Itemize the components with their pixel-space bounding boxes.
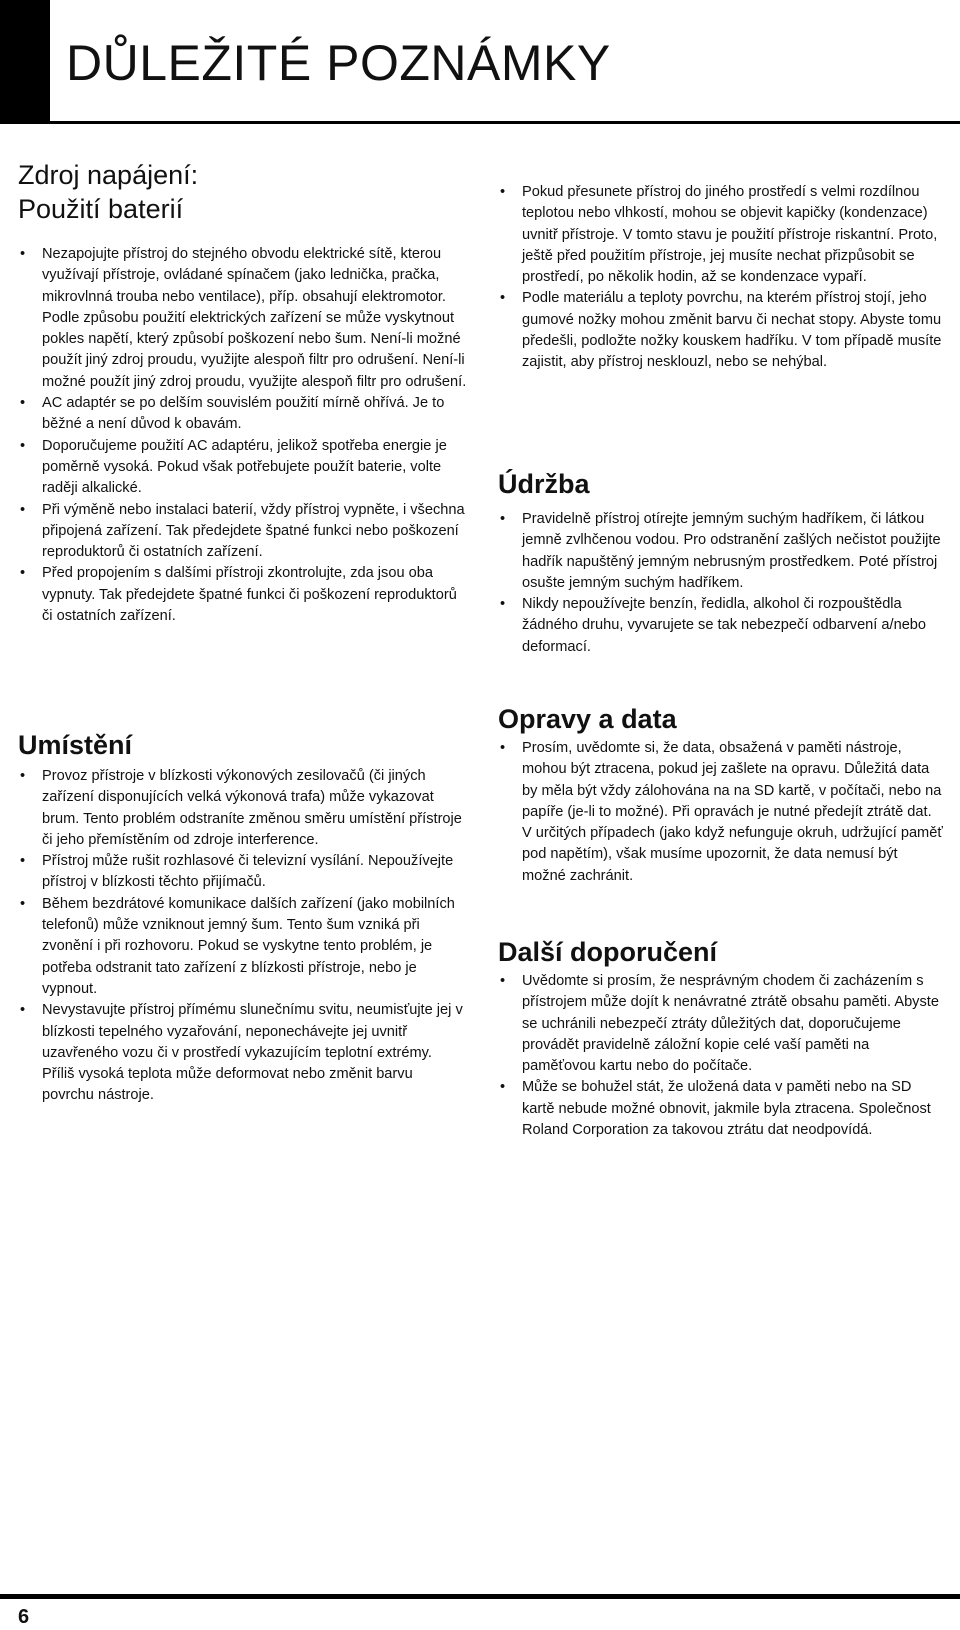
- bullet-icon: •: [500, 596, 506, 613]
- bullet-icon: •: [20, 437, 26, 454]
- bullet-icon: •: [500, 973, 506, 989]
- list-item: • Během bezdrátové komunikace dalších zařízení (jako mobilních telefonů) může vzniknout jemný šum. Tento šum vzniká při zvonění i při rozhovoru. Pokud se vyskytne tento problém, je potřeba odstranit tato zařízení z blízkosti přístroje, nebo je vypnout.: [20, 895, 455, 997]
- footer-rule: [0, 1594, 960, 1599]
- section-placement-continued: [498, 182, 943, 374]
- bullet-icon: •: [20, 853, 26, 870]
- list-item: • Pokud přesunete přístroj do jiného prostředí s velmi rozdílnou teplotou nebo vlhkostí, mohou se objevit kapičky (kondenzace) uvnitř přístroje. V tomto stavu je použití přístroje riskantní. Proto, ještě před použitím přístroje, jej musíte nechat přizpůsobit se prostředí, po několik hodin, až se kondenzace vypaří.: [500, 184, 938, 286]
- placement-cont-list: [498, 182, 943, 374]
- other-heading: Další doporučení: [498, 937, 718, 967]
- list-item: • Prosím, uvědomte si, že data, obsažená v paměti nástroje, mohou být ztracena, pokud jej zašlete na opravu. Důležitá data by měla být vždy zálohována na na SD kartě, v počítači, nebo na papíře (je-li to možné). Při opravách je nutné předejít ztrátě dat. V určitých případech (jako když nefunguje okruh, udržující paměť pod napětím), však musíme upozornit, že data nemusí být možné zachránit.: [500, 740, 943, 884]
- list-item: • AC adaptér se po delším souvislém použití mírně ohřívá. Je to běžné a není důvod k obavám.: [20, 395, 445, 433]
- list-item: • Provoz přístroje v blízkosti výkonových zesilovačů (či jiných zařízení disponujících velká výkonová trafa) může vykazovat brum. Tento problém odstraníte změnou směru umístění přístroje či jeho přemístěním od zdroje interference.: [20, 768, 462, 848]
- section-repairs: [498, 702, 943, 887]
- repairs-list: [498, 738, 943, 887]
- page-number: 6: [18, 1606, 30, 1628]
- bullet-icon: •: [20, 246, 26, 262]
- placement-list: [18, 766, 468, 1107]
- list-item: • Nevystavujte přístroj přímému slunečnímu svitu, neumisťujte jej v blízkosti tepelného vyzařování, neponechávejte jej uvnitř uzavřeného vozu či v prostředí vykazujícím teplotní extrémy. Příliš vysoká teplota může deformovat nebo změnit barvu povrchu nástroje.: [20, 1002, 463, 1104]
- other-list: [498, 971, 943, 1141]
- section-placement: [18, 728, 468, 1107]
- list-item: • Při výměně nebo instalaci baterií, vždy přístroj vypněte, i všechna připojená zařízení. Tak předejdete špatné funkci nebo poškození reproduktorů či ostatních zařízení.: [20, 501, 465, 561]
- repairs-heading: Opravy a data: [498, 704, 677, 734]
- list-item: • Doporučujeme použití AC adaptéru, jelikož spotřeba energie je poměrně vysoká. Pokud však potřebujete použít baterie, volte raději alkalické.: [20, 437, 447, 497]
- bullet-icon: •: [20, 395, 26, 412]
- bullet-icon: •: [20, 1002, 26, 1019]
- list-item: • Uvědomte si prosím, že nesprávným chodem či zacházením s přístrojem může dojít k nenávratné ztrátě obsahu paměti. Abyste se uchránili nebezpečí ztráty důležitých dat, doporučujeme provádět pravidelně záložní kopie celé vaší paměti na paměťovou kartu nebo do počítače.: [500, 973, 939, 1075]
- maintenance-list: [498, 509, 943, 658]
- list-item: • Před propojením s dalšími přístroji zkontrolujte, zda jsou oba vypnuty. Tak předejdete špatné funkci či poškození reproduktorů či ostatních zařízení.: [20, 565, 457, 625]
- section-power: [18, 158, 468, 627]
- bullet-icon: •: [500, 184, 506, 200]
- bullet-icon: •: [500, 740, 506, 756]
- power-heading-2: Použití baterií: [18, 194, 184, 224]
- list-item: • Může se bohužel stát, že uložená data v paměti nebo na SD kartě nebude možné obnovit, jakmile byla ztracena. Společnost Roland Corporation za takovou ztrátu dat neodpovídá.: [500, 1079, 931, 1139]
- bullet-icon: •: [500, 290, 506, 307]
- bullet-icon: •: [500, 511, 506, 527]
- header-black-bar: [0, 0, 50, 124]
- bullet-icon: •: [20, 768, 26, 784]
- maintenance-heading: Údržba: [498, 469, 590, 499]
- list-item: • Přístroj může rušit rozhlasové či televizní vysílání. Nepoužívejte přístroj v blízkosti těchto přijímačů.: [20, 853, 454, 891]
- section-maintenance: [498, 467, 943, 658]
- bullet-icon: •: [20, 565, 26, 582]
- power-list: [18, 244, 468, 627]
- page-title: DŮLEŽITÉ POZNÁMKY: [66, 35, 611, 91]
- bullet-icon: •: [20, 501, 26, 518]
- header-rule: [50, 121, 960, 124]
- section-other: [498, 935, 943, 1141]
- placement-heading: Umístění: [18, 730, 133, 760]
- list-item: • Podle materiálu a teploty povrchu, na kterém přístroj stojí, jeho gumové nožky mohou změnit barvu či nechat stopy. Abyste tomu předešli, podložte nožky kouskem hadříku. V tom případě musíte zajistit, aby přístroj nesklouzl, nebo se nehýbal.: [500, 290, 942, 371]
- list-item: • Pravidelně přístroj otírejte jemným suchým hadříkem, či látkou jemně zvlhčenou vodou. Pro odstranění zašlých nečistot použijte hadřík napuštěný jemným nebrusným prostředkem. Poté přístroj osušte jemným suchým hadříkem.: [500, 511, 941, 591]
- bullet-icon: •: [500, 1079, 506, 1096]
- bullet-icon: •: [20, 895, 26, 912]
- list-item: • Nikdy nepoužívejte benzín, ředidla, alkohol či rozpouštědla žádného druhu, vyvarujete se tak nebezpečí odbarvení a/nebo deformací.: [500, 596, 927, 655]
- list-item: • Nezapojujte přístroj do stejného obvodu elektrické sítě, kterou využívají přístroje, ovládané spínačem (jako lednička, pračka, mikrovlnná trouba nebo ventilace), příp. obsahují elektromotor. Podle způsobu použití elektrických zařízení se může vyskytnout pokles napětí, který způsobí poškození nebo šum. Není-li možné použít jiný zdroj proudu, využijte alespoň filtr pro odrušení. Není-li možné použít jiný zdroj proudu, využijte alespoň filtr pro odrušení.: [20, 246, 467, 390]
- power-heading-1: Zdroj napájení:: [18, 160, 199, 190]
